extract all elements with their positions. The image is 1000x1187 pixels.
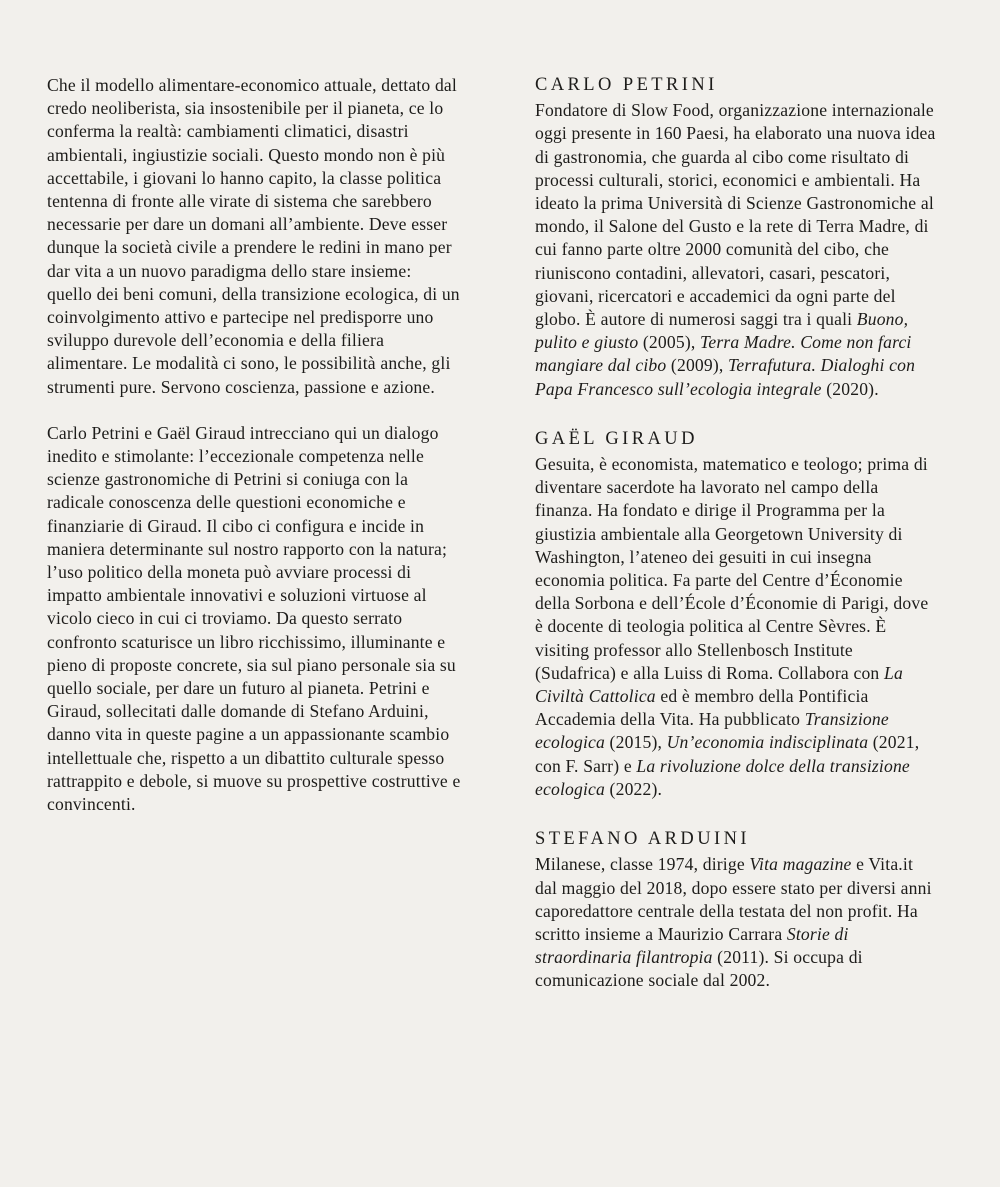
author-heading-gael-giraud: GAËL GIRAUD	[535, 428, 698, 449]
text-run: ed è membro della Pontificia Accademia della Vita. Ha pubblicato	[535, 686, 869, 730]
author-heading-stefano-arduini: STEFANO ARDUINI	[535, 829, 750, 850]
italic-text-run: Un’economia indisciplinata	[666, 732, 869, 753]
text-run: Carlo Petrini e Gaël Giraud intrecciano qui un dialogo inedito e stimolante: l’eccezionale competenza nelle scienze gastronomiche di Petrini si coniuga con la radicale conoscenza delle questioni economiche e finanziarie di Giraud. Il cibo ci configura e incide in maniera determinante sul nostro rapporto con la natura; l’uso politico della moneta può avviare processi di impatto ambientale innovativi e soluzioni virtuose al vicolo cieco in cui ci troviamo. Da questo serrato confronto scaturisce un libro ricchissimo, illuminante e pieno di proposte concrete, sia sul piano personale sia su quello sociale, per dare un futuro al pianeta. Petrini e Giraud, sollecitati dalle domande di Stefano Arduini, danno vita in queste pagine a un appassionante scambio intellettuale che, rispetto a un dibattito culturale spesso rattrappito e debole, si muove su prospettive costruttive e convincenti.	[47, 422, 461, 815]
text-run: Fondatore di Slow Food, organizzazione internazionale oggi presente in 160 Paesi, ha elaborato una nuova idea di gastronomia, che guarda al cibo come risultato di processi culturali, storici, economici e ambientali. Ha ideato la prima Università di Scienze Gastronomiche al mondo, il Salone del Gusto e la rete di Terra Madre, di cui fanno parte oltre 2000 comunità del cibo, che riuniscono contadini, allevatori, casari, pescatori, giovani, ricercatori e accademici da ogni parte del globo. È autore di numerosi saggi tra i quali	[535, 100, 936, 330]
left-column	[47, 74, 461, 1147]
italic-text-run: Vita magazine	[749, 854, 852, 875]
text-run: (2020).	[821, 378, 879, 399]
text-run: (2022).	[604, 778, 663, 799]
author-heading-carlo-petrini: CARLO PETRINI	[535, 75, 718, 95]
intro-paragraph-1	[47, 74, 461, 399]
italic-text-run: Terra Madre. Come non farci mangiare dal cibo	[535, 332, 912, 376]
author-section-stefano-arduini	[535, 828, 938, 992]
author-section-carlo-petrini	[535, 74, 938, 401]
text-run: Gesuita, è economista, matematico e teologo; prima di diventare sacerdote ha lavorato nel campo della finanza. Ha fondato e dirige il Programma per la giustizia ambientale alla Georgetown University di Washington, l’ateneo dei gesuiti in cui insegna economia politica. Fa parte del Centre d’Économie della Sorbona e dell’École d’Économie di Parigi, dove è docente di teologia politica al Centre Sèvres. È visiting professor allo Stellenbosch Institute (Sudafrica) e alla Luiss di Roma. Collabora con	[535, 454, 929, 683]
text-run: Che il modello alimentare-economico attuale, dettato dal credo neoliberista, sia insostenibile per il pianeta, ce lo conferma la realtà: cambiamenti climatici, disastri ambientali, ingiustizie sociali. Questo mondo non è più accettabile, i giovani lo hanno capito, la classe politica tentenna di fronte alle virate di sistema che sarebbero necessarie per dare un domani all’ambiente. Deve esser dunque la società civile a prendere le redini in mano per dar vita a un nuovo paradigma dello stare insieme: quello dei beni comuni, della transizione ecologica, di un coinvolgimento attivo e partecipe nel predisporre uno sviluppo durevole dell’economia e della filiera alimentare. Le modalità ci sono, le possibilità anche, gli strumenti pure. Servono coscienza, passione e azione.	[47, 75, 460, 397]
intro-paragraph-2	[47, 422, 461, 816]
text-run: (2015),	[604, 732, 667, 753]
author-bio-stefano-arduini	[535, 853, 938, 992]
italic-text-run: La Civiltà Cattolica	[535, 662, 903, 707]
text-run: (2011). Si occupa di comunicazione sociale dal 2002.	[535, 947, 863, 991]
author-bio-gael-giraud	[535, 453, 938, 801]
italic-text-run: Buono, pulito e giusto	[535, 309, 909, 353]
text-run: e Vita.it dal maggio del 2018, dopo essere stato per diversi anni caporedattore centrale della testata del non profit. Ha scritto insieme a Maurizio Carrara	[535, 854, 932, 944]
text-run: (2005),	[638, 332, 701, 353]
right-column	[535, 74, 938, 1147]
italic-text-run: Terrafutura. Dialoghi con Papa Francesco sull’ecologia integrale	[535, 355, 916, 399]
author-bio-carlo-petrini	[535, 99, 938, 401]
italic-text-run: Storie di straordinaria filantropia	[535, 923, 849, 968]
italic-text-run: Transizione ecologica	[535, 709, 889, 753]
text-run: Milanese, classe 1974, dirige	[535, 854, 750, 875]
author-section-gael-giraud	[535, 428, 938, 801]
text-run: (2021, con F. Sarr) e	[535, 732, 920, 776]
italic-text-run: La rivoluzione dolce della transizione ecologica	[535, 755, 910, 799]
text-run: (2009),	[666, 355, 729, 376]
